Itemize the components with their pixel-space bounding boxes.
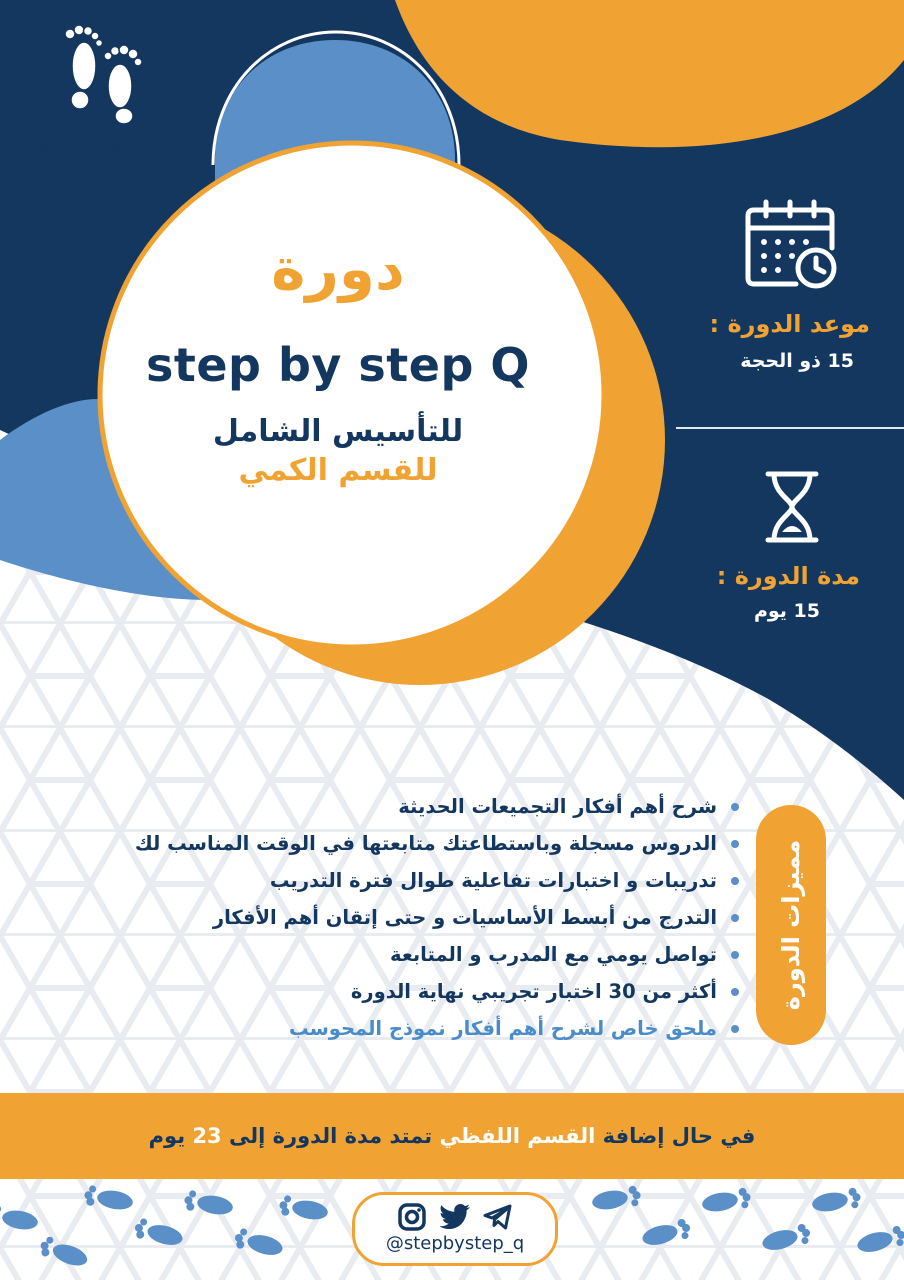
schedule-value: 15 ذو الحجة [740,350,854,372]
social-icons [355,1202,555,1232]
banner-part-2: القسم اللفظي [439,1124,596,1148]
hero-title: step by step Q [145,338,531,392]
duration-label: مدة الدورة : [716,562,860,590]
banner-number: 23 [192,1124,222,1148]
hero-section: للقسم الكمي [238,453,438,488]
hero-course-word: دورة [271,235,405,303]
banner-text [0,1093,904,1179]
features-tab [756,805,826,1045]
features-tab-label: مميزات الدورة [777,839,805,1011]
banner-part-1: في حال إضافة [602,1124,756,1148]
list-item: تواصل يومي مع المدرب و المتابعة [79,936,739,973]
list-item: ملحق خاص لشرح أهم أفكار نموذج المحوسب [79,1010,739,1047]
social-handle[interactable]: @stepbystep_q [385,1233,525,1254]
list-item: الدروس مسجلة وباستطاعتك متابعتها في الوقت المناسب لك [79,825,739,862]
list-item: تدريبات و اختبارات تفاعلية طوال فترة التدريب [79,862,739,899]
extension-banner [0,1093,904,1179]
banner-part-3: تمتد مدة الدورة إلى [228,1124,433,1148]
logo-wordmark [10,126,180,157]
logo-q: Q [136,126,159,157]
duration-value: 15 يوم [753,600,820,622]
hourglass-icon [764,470,820,544]
social-box [352,1192,558,1266]
instagram-icon[interactable] [397,1202,427,1232]
banner-part-4: يوم [148,1124,186,1148]
hero-block [88,235,588,488]
calendar-clock-icon [744,198,840,292]
footprints-icon [58,14,148,126]
list-item: شرح أهم أفكار التجميعات الحديثة [79,788,739,825]
hero-subtitle: للتأسيس الشامل [212,414,464,449]
features-list [79,788,739,1047]
list-item: التدرج من أبسط الأساسيات و حتى إتقان أهم الأفكار [79,899,739,936]
twitter-icon[interactable] [440,1204,470,1230]
logo-text: Step By Step [10,133,131,153]
telegram-icon[interactable] [483,1204,513,1230]
list-item: أكثر من 30 اختبار تجريبي نهاية الدورة [79,973,739,1010]
schedule-label: موعد الدورة : [709,310,870,338]
